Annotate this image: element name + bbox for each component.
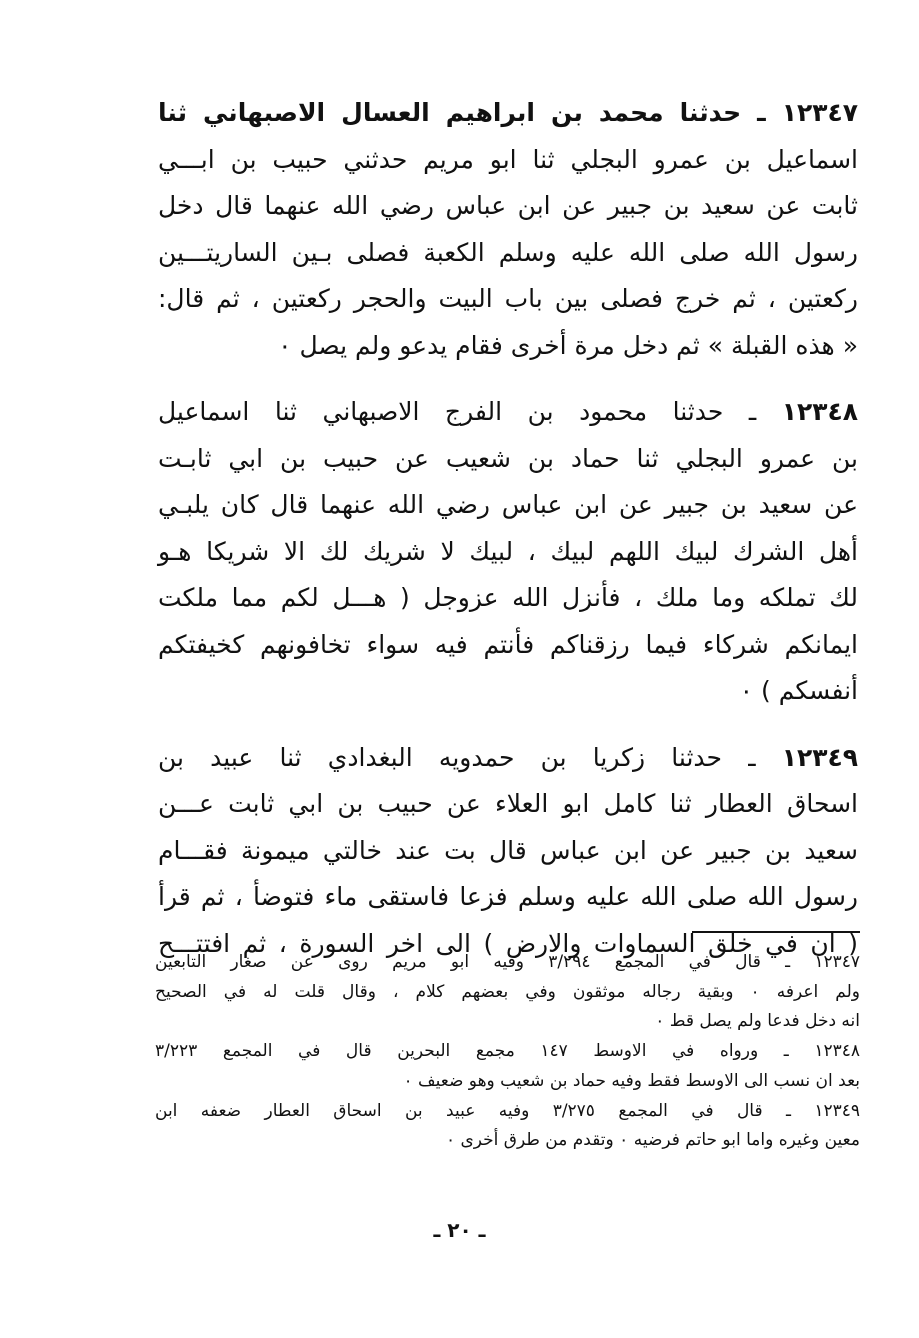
hadith-line: لك تملكه وما ملك ، فأنزل الله عزوجل ( هـــل لكم مما ملكت xyxy=(158,583,858,612)
footnote-12347 xyxy=(155,948,860,1037)
hadith-number: ١٢٣٤٧ xyxy=(781,98,858,127)
hadith-line: ١٢٣٤٩ ـ حدثنا زكريا بن حمدويه البغدادي ثنا عبيد بن xyxy=(158,742,859,772)
hadith-line: اسحاق العطار ثنا كامل ابو العلاء عن حبيب بن ابي ثابت عـــن xyxy=(158,789,858,818)
hadith-12348 xyxy=(158,389,858,715)
footnote-line: ولم اعرفه ٠ وبقية رجاله موثقون وفي بعضهم كلام ، وقال قلت له في الصحيح xyxy=(155,981,861,1002)
hadith-number: ١٢٣٤٩ xyxy=(781,742,859,772)
hadith-line: ( ان في خلق السماوات والارض ) الى اخر السورة ، ثم افتتـــح xyxy=(158,928,858,958)
hadith-line: رسول الله صلى الله عليه وسلم الكعبة فصلى بـين الساريتـــين xyxy=(158,237,858,267)
footnote-line: بعد ان نسب الى الاوسط فقط وفيه حماد بن شعيب وهو ضعيف ٠ xyxy=(403,1070,860,1091)
hadith-line: سعيد بن جبير عن ابن عباس قال بت عند خالتي ميمونة فقـــام xyxy=(158,835,858,865)
hadith-line: أهل الشرك لبيك اللهم لبيك ، لبيك لا شريك لك الا شريكا هـو xyxy=(158,536,858,566)
hadith-line: اسماعيل بن عمرو البجلي ثنا ابو مريم حدثني حبيب بن ابـــي xyxy=(158,144,858,174)
hadith-12347 xyxy=(158,90,858,369)
hadith-line: رسول الله صلى الله عليه وسلم فزعا فاستقى ماء فتوضأ ، ثم قرأ xyxy=(158,882,858,911)
footnote-12349 xyxy=(155,1097,860,1156)
hadith-line: « هذه القبلة » ثم دخل مرة أخرى فقام يدعو ولم يصل ٠ xyxy=(278,330,858,360)
footnote-line: ١٢٣٤٨ ـ ورواه في الاوسط ١٤٧ مجمع البحرين قال في المجمع ٣/٢٢٣ xyxy=(155,1041,860,1062)
hadith-line: بن عمرو البجلي ثنا حماد بن شعيب عن حبيب بن ابي ثابـت xyxy=(158,443,858,473)
hadith-line: ايمانكم شركاء فيما رزقناكم فأنتم فيه سواء تخافونهم كخيفتكم xyxy=(158,629,858,659)
footnote-12348 xyxy=(155,1037,860,1096)
hadith-number: ١٢٣٤٨ xyxy=(781,397,858,426)
footnotes xyxy=(155,948,860,1156)
footnote-separator xyxy=(692,931,860,933)
main-text xyxy=(158,90,858,967)
hadith-line: ١٢٣٤٧ ـ حدثنا محمد بن ابراهيم العسال الاصبهاني ثنا xyxy=(158,98,858,127)
hadith-line: ركعتين ، ثم خرج فصلى بين باب البيت والحجر ركعتين ، ثم قال: xyxy=(158,284,858,313)
footnote-line: ١٢٣٤٧ ـ قال في المجمع ٣/٢٩٤ وفيه ابو مريم روى عن صغار التابعين xyxy=(155,952,860,972)
footnote-line: معين وغيره واما ابو حاتم فرضيه ٠ وتقدم من طرق أخرى ٠ xyxy=(445,1130,860,1151)
hadith-line: أنفسكم ) ٠ xyxy=(739,676,858,705)
footnote-line: ١٢٣٤٩ ـ قال في المجمع ٣/٢٧٥ وفيه عبيد بن اسحاق العطار ضعفه ابن xyxy=(155,1100,860,1121)
hadith-line: ثابت عن سعيد بن جبير عن ابن عباس رضي الله عنهما قال دخل xyxy=(158,191,858,220)
hadith-line: عن سعيد بن جبير عن ابن عباس رضي الله عنهما قال كان يلبـي xyxy=(158,490,858,519)
page-number: ـ ٢٠ ـ xyxy=(433,1218,486,1242)
hadith-line: ١٢٣٤٨ ـ حدثنا محمود بن الفرج الاصبهاني ثنا اسماعيل xyxy=(158,397,858,426)
footnote-line: انه دخل فدعا ولم يصل قط ٠ xyxy=(655,1011,860,1032)
